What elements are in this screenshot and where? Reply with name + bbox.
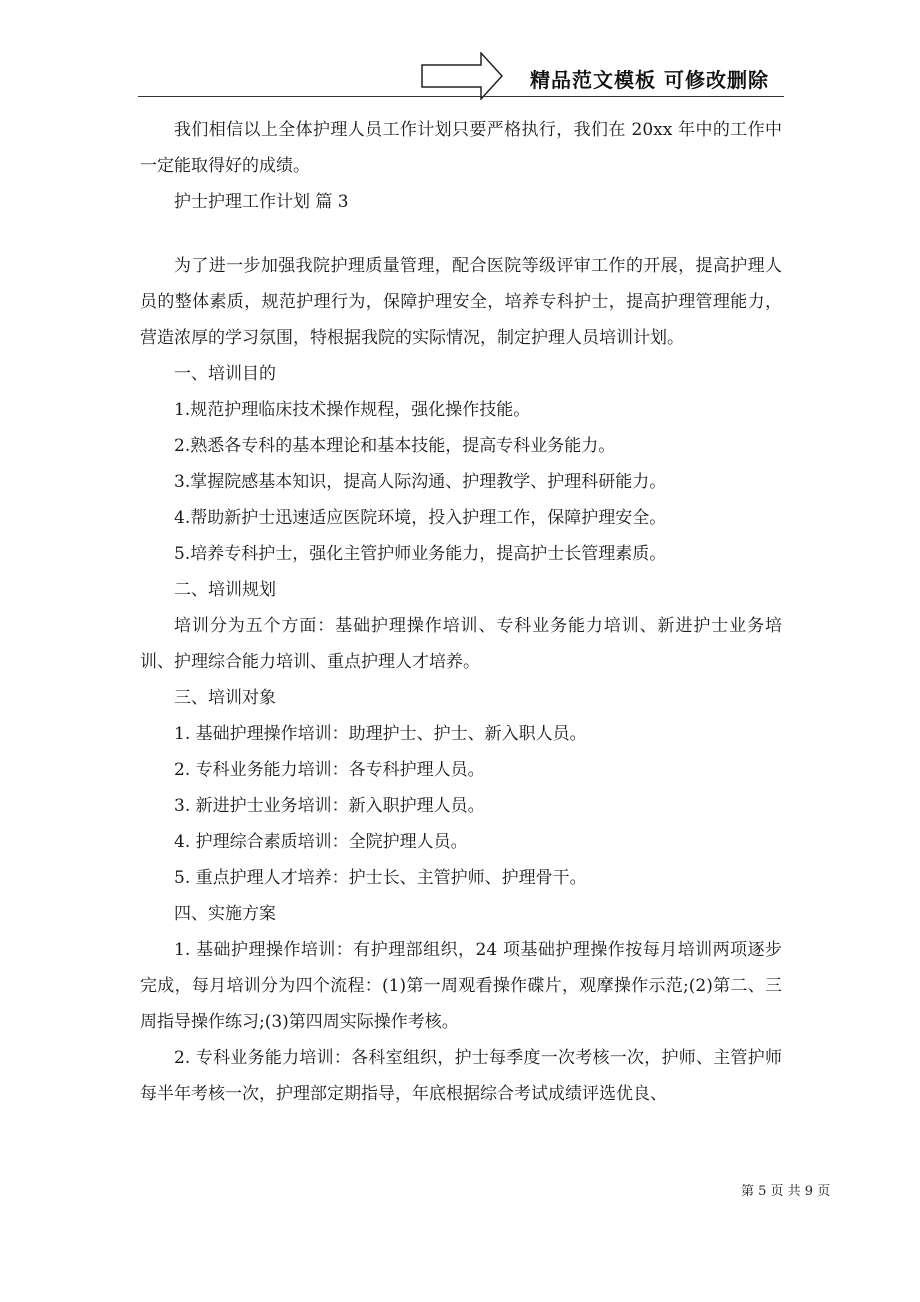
list-item: 4. 护理综合素质培训：全院护理人员。 <box>174 832 468 852</box>
list-item: 3.掌握院感基本知识，提高人际沟通、护理教学、护理科研能力。 <box>174 472 667 492</box>
document-body <box>140 112 782 1112</box>
list-item: 5.培养专科护士，强化主管护师业务能力，提高护士长管理素质。 <box>174 544 667 564</box>
heading: 三、培训对象 <box>174 688 276 708</box>
list-item: 4.帮助新护士迅速适应医院环境，投入护理工作，保障护理安全。 <box>174 508 667 528</box>
header-title: 精品范文模板 可修改删除 <box>530 68 769 92</box>
page-number: 第 5 页 共 9 页 <box>741 1184 831 1199</box>
heading: 四、实施方案 <box>174 904 276 924</box>
list-item: 1. 基础护理操作培训：助理护士、护士、新入职人员。 <box>174 724 587 744</box>
arrow-icon <box>421 52 503 100</box>
list-item: 1.规范护理临床技术操作规程，强化操作技能。 <box>174 400 531 420</box>
paragraph: 我们相信以上全体护理人员工作计划只要严格执行，我们在 20xx 年中的工作中一定能取得好的成绩。 <box>140 120 782 176</box>
section-title: 护士护理工作计划 篇 3 <box>174 192 349 212</box>
blank-line <box>140 220 782 248</box>
heading: 二、培训规划 <box>174 580 276 600</box>
list-item: 3. 新进护士业务培训：新入职护理人员。 <box>174 796 485 816</box>
heading: 一、培训目的 <box>174 364 276 384</box>
list-item: 5. 重点护理人才培养：护士长、主管护师、护理骨干。 <box>174 868 587 888</box>
header-divider <box>138 96 784 97</box>
paragraph: 为了进一步加强我院护理质量管理，配合医院等级评审工作的开展，提高护理人员的整体素质，规范护理行为，保障护理安全，培养专科护士，提高护理管理能力，营造浓厚的学习氛围，特根据我院的实际情况，制定护理人员培训计划。 <box>140 256 782 348</box>
list-item: 2. 专科业务能力培训：各专科护理人员。 <box>174 760 485 780</box>
paragraph: 培训分为五个方面：基础护理操作培训、专科业务能力培训、新进护士业务培训、护理综合能力培训、重点护理人才培养。 <box>140 616 782 672</box>
list-item: 2.熟悉各专科的基本理论和基本技能，提高专科业务能力。 <box>174 436 616 456</box>
list-item: 1. 基础护理操作培训：有护理部组织，24 项基础护理操作按每月培训两项逐步完成，每月培训分为四个流程：(1)第一周观看操作碟片，观摩操作示范;(2)第二、三周指导操作练习;(3)第四周实际操作考核。 <box>140 940 782 1032</box>
list-item: 2. 专科业务能力培训：各科室组织，护士每季度一次考核一次，护师、主管护师每半年考核一次，护理部定期指导，年底根据综合考试成绩评选优良、 <box>140 1048 782 1104</box>
